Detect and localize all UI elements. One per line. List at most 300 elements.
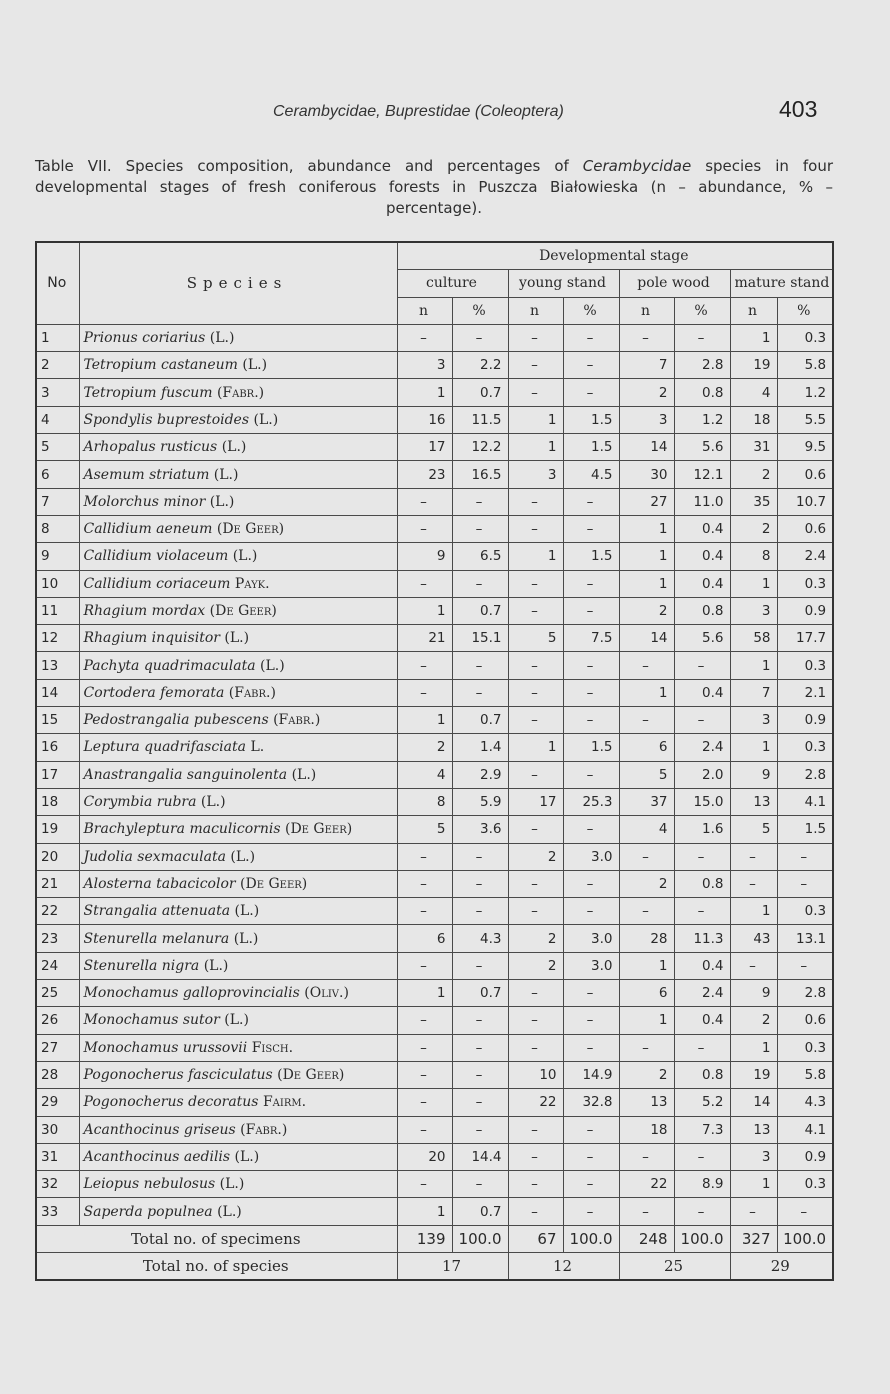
sub-header-percent: % (563, 297, 619, 324)
species-author: (Fabr.) (228, 684, 276, 701)
percentage-cell: 2.2 (452, 352, 508, 379)
species-binomial: Acanthocinus griseus (83, 1121, 236, 1138)
percentage-cell: 4.5 (563, 461, 619, 488)
row-number: 19 (36, 816, 79, 843)
total-specimens-label: Total no. of specimens (36, 1225, 397, 1252)
total-specimens-value: 327 (730, 1225, 777, 1252)
percentage-cell: – (674, 1198, 730, 1225)
abundance-cell: – (619, 707, 674, 734)
abundance-cell: 1 (619, 1007, 674, 1034)
percentage-cell: – (452, 679, 508, 706)
percentage-cell: 0.9 (777, 707, 833, 734)
abundance-cell: 3 (508, 461, 563, 488)
abundance-cell: 4 (397, 761, 452, 788)
species-author: (L.) (221, 439, 247, 456)
species-author: (L.) (230, 848, 256, 865)
percentage-cell: 5.2 (674, 1089, 730, 1116)
abundance-cell: 1 (619, 570, 674, 597)
total-specimens-value: 248 (619, 1225, 674, 1252)
abundance-cell: – (508, 1143, 563, 1170)
percentage-cell: 3.0 (563, 925, 619, 952)
percentage-cell: – (777, 870, 833, 897)
abundance-cell: 2 (619, 870, 674, 897)
species-author: (Fabr.) (240, 1121, 288, 1138)
abundance-cell: 22 (619, 1171, 674, 1198)
species-name (79, 980, 397, 1007)
caption-family: Cerambycidae (582, 157, 692, 175)
abundance-cell: 17 (508, 788, 563, 815)
abundance-cell: 30 (619, 461, 674, 488)
percentage-cell: 0.3 (777, 734, 833, 761)
species-author: (L.) (234, 903, 260, 920)
percentage-cell: 0.7 (452, 1198, 508, 1225)
species-binomial: Prionus coriarius (83, 330, 206, 347)
species-author: (L.) (219, 1176, 245, 1193)
percentage-cell: 2.8 (777, 980, 833, 1007)
percentage-cell: 11.5 (452, 406, 508, 433)
species-name (79, 352, 397, 379)
percentage-cell: 4.1 (777, 788, 833, 815)
percentage-cell: 1.4 (452, 734, 508, 761)
percentage-cell: 1.5 (563, 734, 619, 761)
stage-header-culture: culture (397, 270, 508, 297)
abundance-cell: 37 (619, 788, 674, 815)
table-row (36, 707, 833, 734)
table-row (36, 434, 833, 461)
percentage-cell: – (452, 324, 508, 351)
percentage-cell: – (563, 980, 619, 1007)
species-name (79, 1198, 397, 1225)
row-number: 23 (36, 925, 79, 952)
species-name (79, 570, 397, 597)
species-name (79, 1116, 397, 1143)
species-binomial: Tetropium castaneum (83, 357, 238, 374)
percentage-cell: – (674, 707, 730, 734)
table-row (36, 1143, 833, 1170)
percentage-cell: 0.7 (452, 707, 508, 734)
abundance-cell: 2 (730, 1007, 777, 1034)
running-title: Cerambycidae, Buprestidae (Coleoptera) (273, 103, 564, 120)
species-binomial: Pedostrangalia pubescens (83, 712, 269, 729)
species-name (79, 652, 397, 679)
percentage-cell: – (674, 843, 730, 870)
species-binomial: Monochamus sutor (83, 1012, 220, 1029)
abundance-cell: 5 (730, 816, 777, 843)
abundance-cell: 13 (730, 788, 777, 815)
total-specimens-value: 67 (508, 1225, 563, 1252)
abundance-cell: 1 (730, 734, 777, 761)
percentage-cell: 15.0 (674, 788, 730, 815)
percentage-cell: – (563, 324, 619, 351)
stage-header-mature-stand: mature stand (730, 270, 833, 297)
percentage-cell: 3.0 (563, 843, 619, 870)
species-name (79, 870, 397, 897)
abundance-cell: – (619, 652, 674, 679)
abundance-cell: – (730, 1198, 777, 1225)
row-number: 8 (36, 515, 79, 542)
row-number: 4 (36, 406, 79, 433)
row-number: 33 (36, 1198, 79, 1225)
species-name (79, 515, 397, 542)
abundance-cell: – (508, 515, 563, 542)
percentage-cell: – (674, 1143, 730, 1170)
abundance-cell: – (508, 870, 563, 897)
total-specimens-value: 100.0 (777, 1225, 833, 1252)
abundance-cell: 58 (730, 625, 777, 652)
total-specimens-value: 100.0 (563, 1225, 619, 1252)
table-row (36, 625, 833, 652)
percentage-cell: 0.4 (674, 570, 730, 597)
percentage-cell: 5.5 (777, 406, 833, 433)
species-binomial: Judolia sexmaculata (83, 848, 226, 865)
species-author: (L.) (209, 330, 235, 347)
abundance-cell: 7 (619, 352, 674, 379)
species-binomial: Strangalia attenuata (83, 903, 231, 920)
species-name (79, 379, 397, 406)
abundance-cell: 1 (397, 379, 452, 406)
species-name (79, 952, 397, 979)
percentage-cell: 1.5 (563, 406, 619, 433)
species-binomial: Arhopalus rusticus (83, 439, 218, 456)
species-author: (L.) (233, 930, 259, 947)
total-specimens-value: 100.0 (452, 1225, 508, 1252)
abundance-cell: 13 (730, 1116, 777, 1143)
species-name (79, 1007, 397, 1034)
abundance-cell: 16 (397, 406, 452, 433)
percentage-cell: – (452, 1089, 508, 1116)
species-author: (L.) (203, 957, 229, 974)
species-author: (L.) (217, 1203, 242, 1220)
percentage-cell: – (563, 597, 619, 624)
row-number: 1 (36, 324, 79, 351)
row-number: 10 (36, 570, 79, 597)
species-author: (De Geer) (209, 603, 277, 619)
species-binomial: Monochamus galloprovincialis (83, 985, 300, 1002)
percentage-cell: – (563, 570, 619, 597)
percentage-cell: 9.5 (777, 434, 833, 461)
percentage-cell: 5.9 (452, 788, 508, 815)
abundance-cell: 2 (730, 515, 777, 542)
abundance-cell: – (508, 707, 563, 734)
row-number: 7 (36, 488, 79, 515)
species-binomial: Saperda populnea (83, 1203, 213, 1220)
species-author: Fairm. (262, 1094, 307, 1111)
species-binomial: Leptura quadrifasciata (83, 739, 246, 756)
row-number: 3 (36, 379, 79, 406)
percentage-cell: 5.6 (674, 625, 730, 652)
species-binomial: Stenurella melanura (83, 930, 230, 947)
table-row (36, 980, 833, 1007)
abundance-cell: – (508, 597, 563, 624)
abundance-cell: 31 (730, 434, 777, 461)
row-number: 16 (36, 734, 79, 761)
abundance-cell: – (508, 816, 563, 843)
table-row (36, 352, 833, 379)
abundance-cell: 1 (730, 324, 777, 351)
species-binomial: Corymbia rubra (83, 794, 197, 811)
abundance-cell: 27 (619, 488, 674, 515)
species-author: (Fabr.) (216, 384, 265, 401)
percentage-cell: – (563, 488, 619, 515)
abundance-cell: – (508, 980, 563, 1007)
row-number: 20 (36, 843, 79, 870)
percentage-cell: 0.7 (452, 379, 508, 406)
percentage-cell: 0.7 (452, 980, 508, 1007)
table-caption (35, 156, 833, 219)
percentage-cell: 8.9 (674, 1171, 730, 1198)
abundance-cell: – (730, 952, 777, 979)
abundance-cell: 1 (730, 1171, 777, 1198)
abundance-cell: – (397, 1116, 452, 1143)
percentage-cell: 0.8 (674, 379, 730, 406)
percentage-cell: 2.8 (777, 761, 833, 788)
table-row (36, 788, 833, 815)
percentage-cell: 2.1 (777, 679, 833, 706)
abundance-cell: – (619, 1143, 674, 1170)
table-row (36, 870, 833, 897)
table-row (36, 1171, 833, 1198)
percentage-cell: 1.5 (777, 816, 833, 843)
species-author: L. (250, 739, 265, 756)
percentage-cell: 5.8 (777, 352, 833, 379)
species-binomial: Callidium coriaceum (83, 575, 231, 592)
percentage-cell: 2.9 (452, 761, 508, 788)
percentage-cell: 7.3 (674, 1116, 730, 1143)
abundance-cell: – (397, 870, 452, 897)
table-row (36, 1007, 833, 1034)
abundance-cell: 8 (730, 543, 777, 570)
stage-header-young-stand: young stand (508, 270, 619, 297)
abundance-cell: – (508, 652, 563, 679)
abundance-cell: 4 (619, 816, 674, 843)
percentage-cell: 12.2 (452, 434, 508, 461)
species-name (79, 1171, 397, 1198)
percentage-cell: 0.4 (674, 952, 730, 979)
abundance-cell: 7 (730, 679, 777, 706)
abundance-cell: 6 (619, 734, 674, 761)
percentage-cell: 0.8 (674, 1061, 730, 1088)
percentage-cell: – (563, 1171, 619, 1198)
percentage-cell: – (452, 652, 508, 679)
table-row (36, 679, 833, 706)
abundance-cell: 1 (397, 980, 452, 1007)
table-row (36, 952, 833, 979)
abundance-cell: 9 (730, 761, 777, 788)
row-number: 27 (36, 1034, 79, 1061)
abundance-cell: – (508, 1116, 563, 1143)
percentage-cell: – (452, 515, 508, 542)
percentage-cell: 0.7 (452, 597, 508, 624)
caption-rest: species in four developmental stages of fresh coniferous forests in Puszcza Białowieska (n – abundance, % – percentage). (35, 157, 833, 217)
percentage-cell: – (452, 1116, 508, 1143)
percentage-cell: 11.3 (674, 925, 730, 952)
total-species-value: 12 (508, 1252, 619, 1280)
species-binomial: Monochamus urussovii (83, 1039, 248, 1056)
row-number: 9 (36, 543, 79, 570)
percentage-cell: 0.3 (777, 898, 833, 925)
percentage-cell: – (563, 1116, 619, 1143)
species-author: (L.) (224, 1012, 249, 1029)
abundance-cell: 2 (508, 843, 563, 870)
abundance-cell: 10 (508, 1061, 563, 1088)
species-name (79, 761, 397, 788)
abundance-cell: 35 (730, 488, 777, 515)
percentage-cell: 0.3 (777, 1171, 833, 1198)
abundance-cell: 5 (397, 816, 452, 843)
abundance-cell: 1 (508, 734, 563, 761)
percentage-cell: 0.3 (777, 570, 833, 597)
abundance-cell: 21 (397, 625, 452, 652)
percentage-cell: 0.6 (777, 515, 833, 542)
abundance-cell: 4 (730, 379, 777, 406)
table-row (36, 515, 833, 542)
percentage-cell: – (563, 1034, 619, 1061)
row-number: 13 (36, 652, 79, 679)
percentage-cell: – (563, 761, 619, 788)
percentage-cell: 12.1 (674, 461, 730, 488)
species-author: (L.) (213, 466, 239, 483)
species-binomial: Callidium violaceum (83, 548, 229, 565)
sub-header-n: n (730, 297, 777, 324)
abundance-cell: 1 (730, 652, 777, 679)
percentage-cell: 1.5 (563, 543, 619, 570)
species-binomial: Leiopus nebulosus (83, 1176, 216, 1193)
percentage-cell: – (777, 952, 833, 979)
percentage-cell: – (563, 652, 619, 679)
percentage-cell: – (452, 1171, 508, 1198)
row-number: 21 (36, 870, 79, 897)
percentage-cell: 1.2 (674, 406, 730, 433)
abundance-cell: – (397, 898, 452, 925)
species-name (79, 843, 397, 870)
row-number: 6 (36, 461, 79, 488)
percentage-cell: 0.8 (674, 597, 730, 624)
species-author: (Fabr.) (273, 712, 321, 729)
abundance-cell: – (397, 570, 452, 597)
species-binomial: Pogonocherus fasciculatus (83, 1067, 273, 1084)
abundance-cell: 2 (508, 925, 563, 952)
species-binomial: Tetropium fuscum (83, 384, 213, 401)
abundance-cell: 3 (730, 1143, 777, 1170)
abundance-cell: – (619, 1034, 674, 1061)
species-author: (L.) (209, 493, 235, 510)
percentage-cell: – (563, 679, 619, 706)
species-name (79, 324, 397, 351)
total-species-value: 25 (619, 1252, 730, 1280)
percentage-cell: 14.4 (452, 1143, 508, 1170)
species-author: (De Geer) (240, 875, 308, 892)
percentage-cell: 1.2 (777, 379, 833, 406)
percentage-cell: – (563, 816, 619, 843)
percentage-cell: 1.5 (563, 434, 619, 461)
total-specimens-row (36, 1225, 833, 1252)
table-row (36, 324, 833, 351)
table-row (36, 1089, 833, 1116)
abundance-cell: 1 (508, 434, 563, 461)
percentage-cell: – (674, 1034, 730, 1061)
row-number: 31 (36, 1143, 79, 1170)
abundance-cell: 9 (730, 980, 777, 1007)
abundance-cell: 1 (619, 679, 674, 706)
percentage-cell: – (452, 1061, 508, 1088)
col-header-species: Species (79, 242, 397, 324)
row-number: 12 (36, 625, 79, 652)
species-name (79, 625, 397, 652)
species-table (35, 241, 834, 1281)
abundance-cell: – (730, 843, 777, 870)
percentage-cell: 13.1 (777, 925, 833, 952)
abundance-cell: – (508, 898, 563, 925)
abundance-cell: 22 (508, 1089, 563, 1116)
row-number: 2 (36, 352, 79, 379)
species-author: (L.) (224, 630, 250, 647)
group-header-stage: Developmental stage (397, 242, 833, 270)
percentage-cell: 2.8 (674, 352, 730, 379)
page-number: 403 (779, 96, 818, 122)
table-row (36, 488, 833, 515)
species-name (79, 1061, 397, 1088)
percentage-cell: 4.3 (777, 1089, 833, 1116)
species-binomial: Spondylis buprestoides (83, 411, 250, 428)
species-binomial: Cortodera femorata (83, 684, 225, 701)
species-binomial: Callidium aeneum (83, 521, 213, 538)
percentage-cell: – (563, 898, 619, 925)
species-author: (L.) (242, 357, 268, 374)
abundance-cell: 2 (619, 379, 674, 406)
percentage-cell: – (563, 707, 619, 734)
abundance-cell: 1 (397, 597, 452, 624)
percentage-cell: – (563, 352, 619, 379)
table-row (36, 543, 833, 570)
species-name (79, 406, 397, 433)
species-name (79, 734, 397, 761)
percentage-cell: 0.9 (777, 1143, 833, 1170)
percentage-cell: 10.7 (777, 488, 833, 515)
percentage-cell: 0.6 (777, 1007, 833, 1034)
abundance-cell: 1 (730, 1034, 777, 1061)
percentage-cell: – (674, 898, 730, 925)
table-row (36, 461, 833, 488)
percentage-cell: 0.4 (674, 679, 730, 706)
table-row (36, 734, 833, 761)
abundance-cell: – (397, 1089, 452, 1116)
abundance-cell: 2 (619, 1061, 674, 1088)
species-author: (De Geer) (284, 821, 353, 838)
col-header-no: No (36, 242, 79, 324)
running-head (0, 96, 890, 126)
total-species-value: 29 (730, 1252, 833, 1280)
percentage-cell: 0.6 (777, 461, 833, 488)
abundance-cell: – (619, 898, 674, 925)
abundance-cell: – (508, 488, 563, 515)
sub-header-percent: % (674, 297, 730, 324)
species-name (79, 488, 397, 515)
abundance-cell: 2 (619, 597, 674, 624)
species-author: (De Geer) (216, 521, 285, 538)
species-binomial: Rhagium mordax (83, 603, 206, 619)
abundance-cell: – (397, 1034, 452, 1061)
abundance-cell: 43 (730, 925, 777, 952)
species-binomial: Pachyta quadrimaculata (83, 657, 256, 674)
species-name (79, 543, 397, 570)
percentage-cell: – (563, 1007, 619, 1034)
abundance-cell: 14 (619, 434, 674, 461)
abundance-cell: – (397, 324, 452, 351)
species-author: (L.) (234, 1148, 260, 1165)
species-author: (L.) (232, 548, 258, 565)
percentage-cell: – (674, 324, 730, 351)
percentage-cell: – (452, 1007, 508, 1034)
